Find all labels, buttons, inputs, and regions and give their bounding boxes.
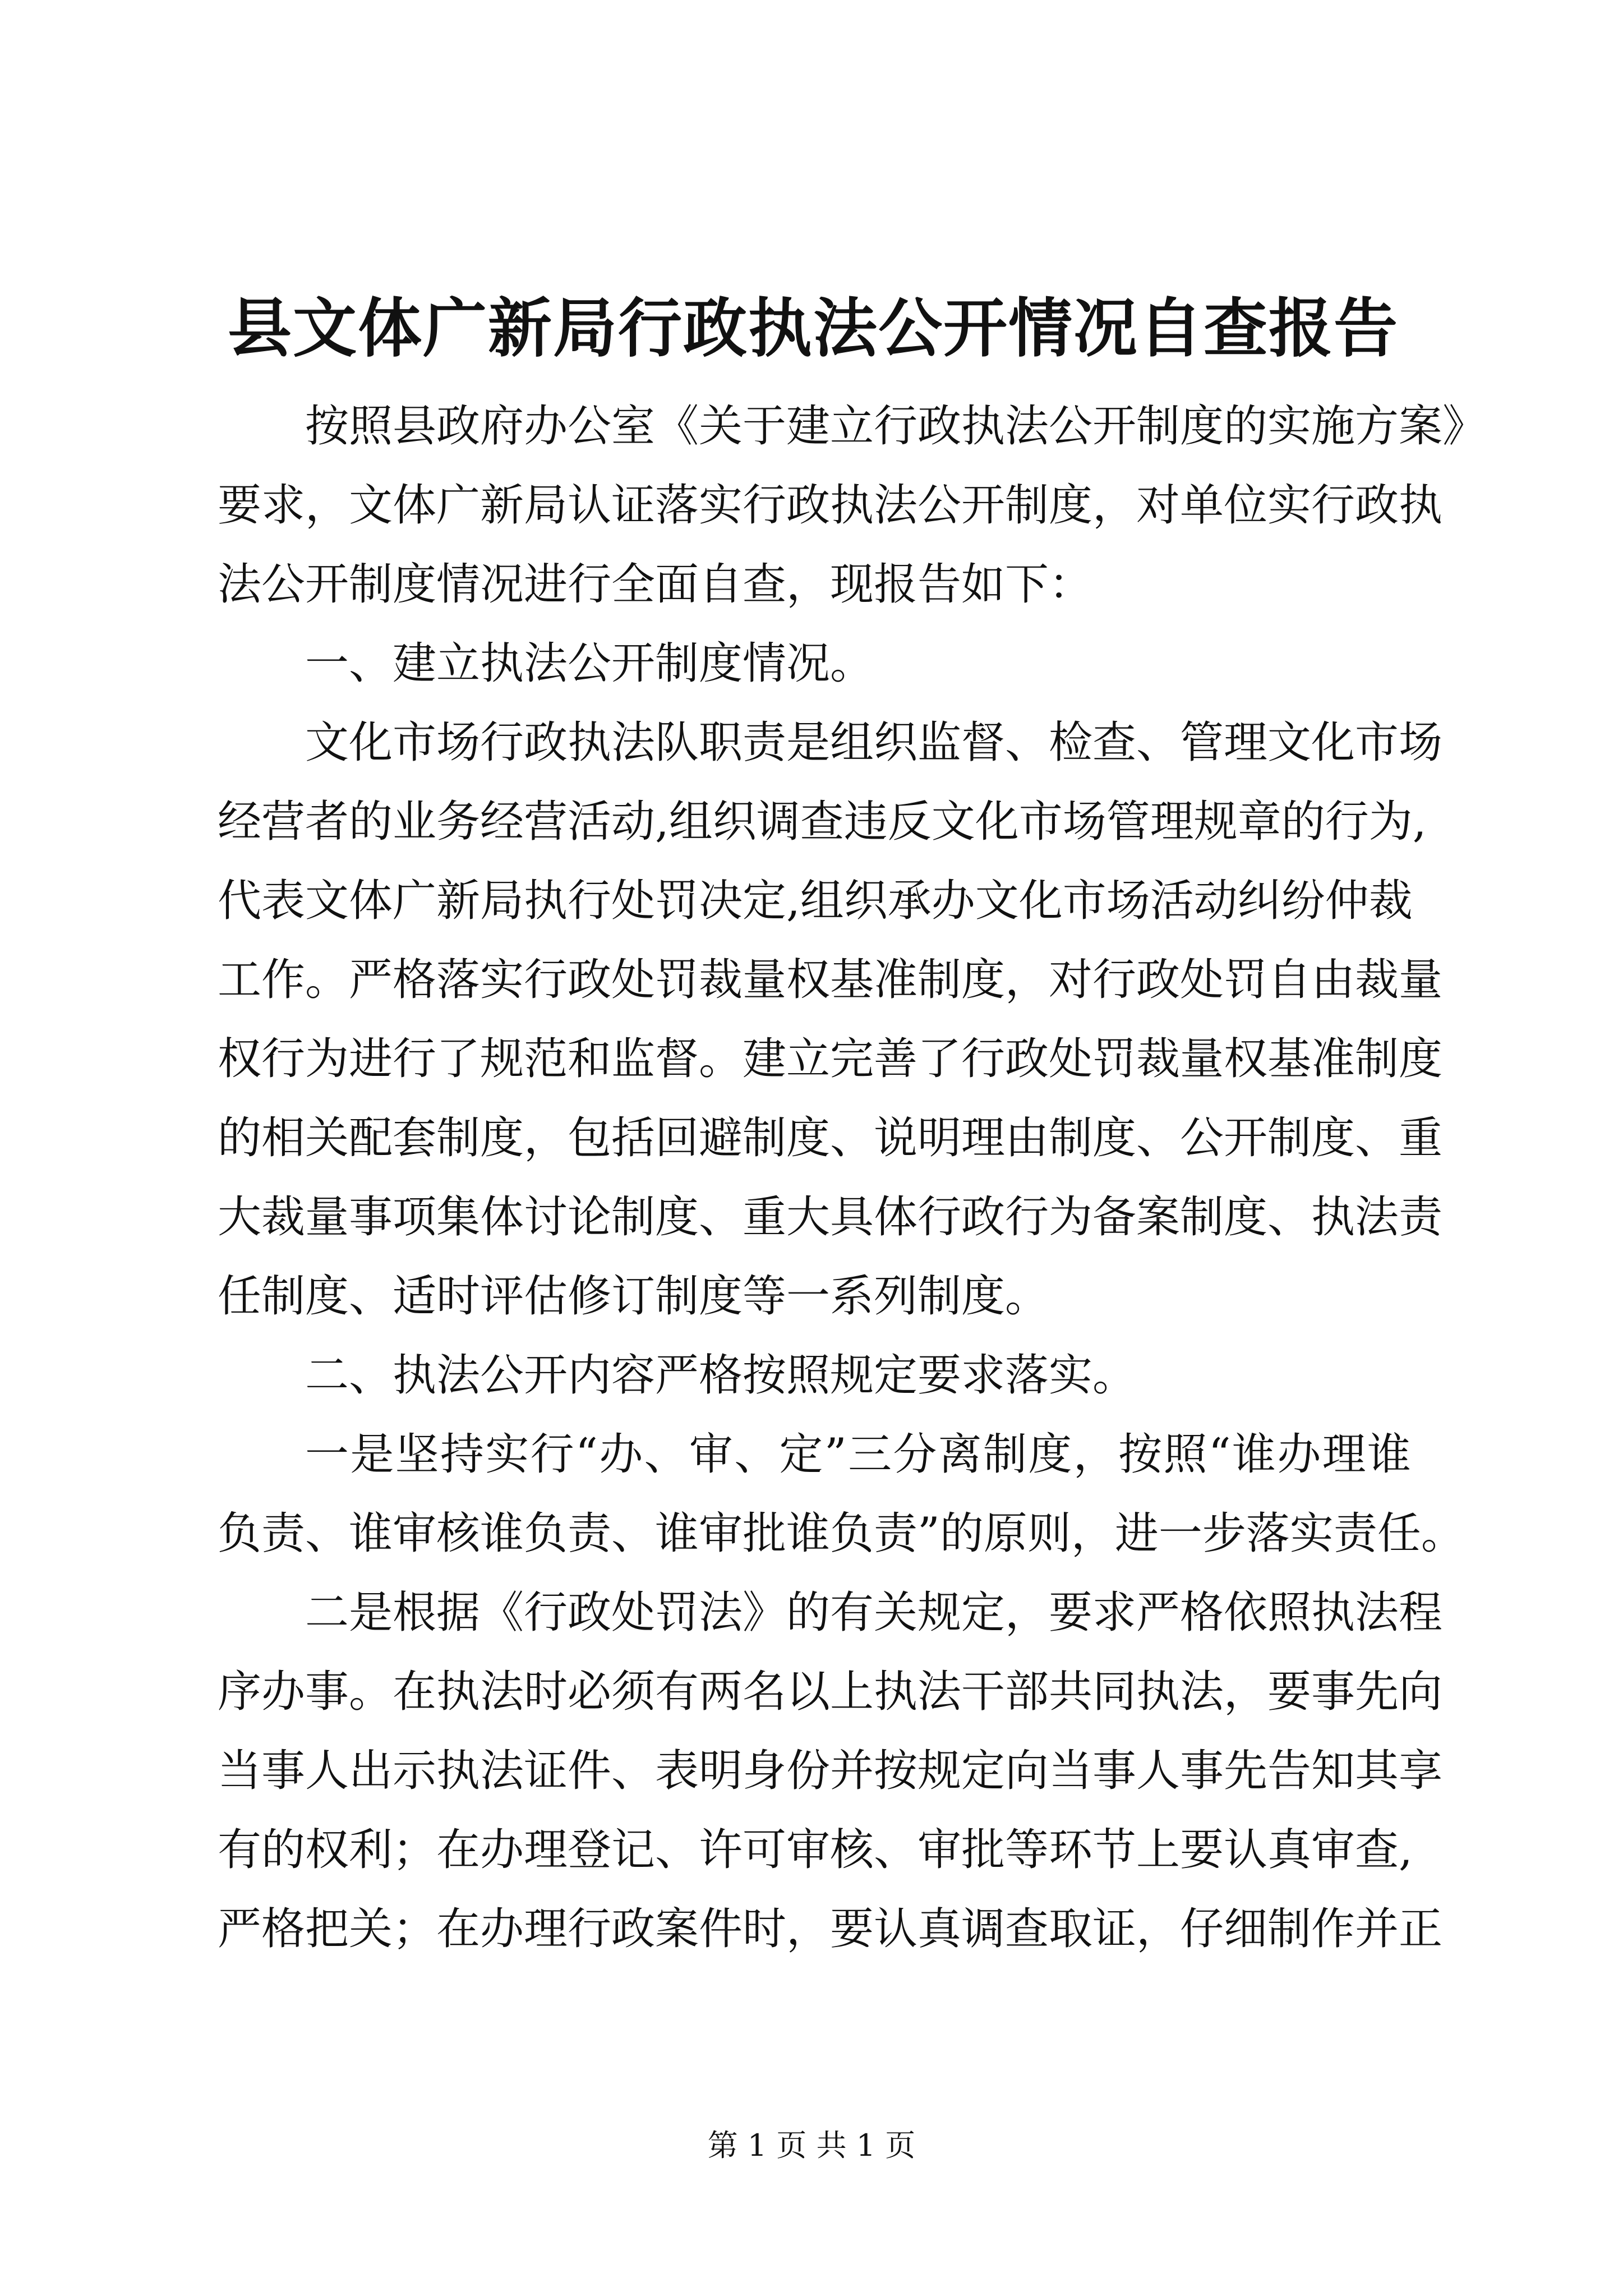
body-line: 法公开制度情况进行全面自查，现报告如下： bbox=[218, 559, 1093, 610]
body-line: 负责、谁审核谁负责、谁审批谁负责”的原则，进一步落实责任。 bbox=[218, 1508, 1465, 1559]
body-line: 权行为进行了规范和监督。建立完善了行政处罚裁量权基准制度 bbox=[218, 1034, 1443, 1084]
body-line: 任制度、适时评估修订制度等一系列制度。 bbox=[218, 1271, 1049, 1322]
body-line: 二、执法公开内容严格按照规定要求落实。 bbox=[305, 1350, 1137, 1401]
body-line: 的相关配套制度，包括回避制度、说明理由制度、公开制度、重 bbox=[218, 1113, 1443, 1163]
body-line: 大裁量事项集体讨论制度、重大具体行政行为备案制度、执法责 bbox=[218, 1192, 1443, 1243]
body-line: 代表文体广新局执行处罚决定,组织承办文化市场活动纠纷仲裁 bbox=[218, 876, 1413, 926]
body-line: 有的权利；在办理登记、许可审核、审批等环节上要认真审查, bbox=[218, 1825, 1413, 1875]
body-line: 序办事。在执法时必须有两名以上执法干部共同执法，要事先向 bbox=[218, 1667, 1443, 1717]
document-title: 县文体广新局行政执法公开情况自查报告 bbox=[227, 291, 1399, 366]
document-body bbox=[218, 387, 1487, 1969]
body-line: 一、建立执法公开制度情况。 bbox=[305, 638, 874, 689]
body-line: 工作。严格落实行政处罚裁量权基准制度，对行政处罚自由裁量 bbox=[218, 955, 1443, 1005]
body-line: 要求，文体广新局认证落实行政执法公开制度，对单位实行政执 bbox=[218, 480, 1443, 531]
body-line: 按照县政府办公室《关于建立行政执法公开制度的实施方案》 bbox=[305, 401, 1487, 452]
body-line: 当事人出示执法证件、表明身份并按规定向当事人事先告知其享 bbox=[218, 1746, 1443, 1796]
body-line: 严格把关；在办理行政案件时，要认真调查取证，仔细制作并正 bbox=[218, 1904, 1443, 1954]
body-line: 经营者的业务经营活动,组织调查违反文化市场管理规章的行为, bbox=[218, 797, 1427, 847]
body-line: 文化市场行政执法队职责是组织监督、检查、管理文化市场 bbox=[305, 717, 1443, 768]
page-footer: 第 1 页 共 1 页 bbox=[707, 2128, 916, 2163]
body-line: 二是根据《行政处罚法》的有关规定，要求严格依照执法程 bbox=[305, 1588, 1443, 1638]
body-line: 一是坚持实行“办、审、定”三分离制度，按照“谁办理谁 bbox=[305, 1429, 1411, 1480]
